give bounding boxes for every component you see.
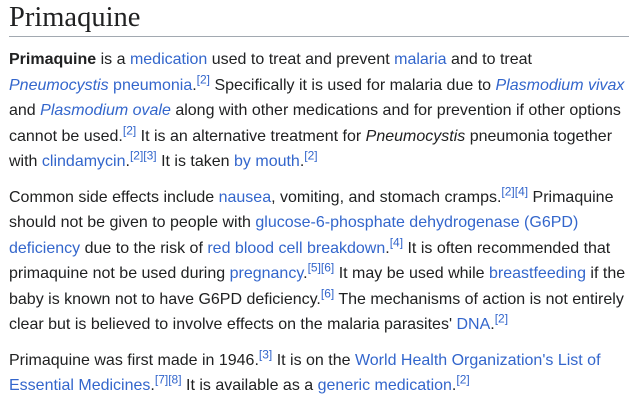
link-red-blood-cell-breakdown[interactable]: red blood cell breakdown [207, 239, 386, 257]
citation-ref[interactable]: [3] [258, 347, 273, 362]
link-pneumocystis-pneumonia[interactable] [9, 77, 192, 94]
link-medication[interactable]: medication [129, 51, 208, 68]
citation-ref[interactable]: [2] [122, 123, 137, 138]
citation-ref[interactable]: [6] [320, 260, 335, 275]
citation-ref[interactable]: [2] [129, 148, 144, 163]
text: It is often recommended that primaquine not be used during [9, 239, 611, 282]
article-subject: Primaquine [9, 51, 97, 68]
link-nausea[interactable]: nausea [218, 188, 272, 206]
text: and [9, 102, 41, 119]
text: Specifically it is used for malaria due to [210, 76, 496, 94]
link-plasmodium-vivax[interactable] [495, 77, 624, 94]
text: . [299, 153, 305, 170]
text: along with other medications and for prevention if other options cannot be used. [9, 102, 621, 145]
text: used to treat and prevent [207, 51, 395, 68]
italic-text: Pneumocystis [365, 127, 466, 145]
text: due to the risk of [80, 239, 208, 257]
link-dna[interactable]: DNA [456, 316, 491, 333]
paragraph-intro [9, 47, 629, 175]
text: is a [96, 51, 130, 68]
paragraph-side-effects [9, 185, 629, 338]
citation-ref[interactable]: [2] [494, 311, 509, 326]
link-plasmodium-ovale[interactable] [40, 102, 171, 119]
text: . [125, 153, 130, 170]
link-pregnancy[interactable]: pregnancy [229, 265, 304, 282]
italic-text: Pneumocystis [9, 76, 109, 94]
link-clindamycin[interactable]: clindamycin [41, 153, 126, 170]
text: . [385, 239, 390, 257]
citation-ref[interactable]: [3] [143, 148, 157, 163]
citation-ref[interactable]: [8] [168, 372, 182, 387]
citation-ref[interactable]: [2] [456, 372, 470, 387]
text: . [451, 377, 457, 394]
link-g6pd-deficiency[interactable]: glucose-6-phosphate dehydrogenase (G6PD) deficiency [9, 214, 579, 257]
text: Primaquine was first made in 1946. [9, 351, 259, 369]
citation-ref[interactable]: [2] [196, 72, 211, 87]
text: pneumonia [108, 76, 193, 94]
citation-ref[interactable]: [7] [154, 372, 169, 387]
link-breastfeeding[interactable]: breastfeeding [489, 265, 586, 282]
text: . [192, 76, 197, 94]
citation-ref[interactable]: [5] [307, 260, 321, 275]
text: It is taken [156, 153, 235, 170]
text: Common side effects include [9, 188, 219, 206]
link-malaria[interactable]: malaria [394, 51, 447, 68]
text: It is available as a [181, 377, 318, 394]
text: and to treat [446, 51, 532, 68]
text: if the baby is known not to have G6PD deficiency. [9, 265, 626, 308]
text: . [490, 316, 495, 333]
text: It is on the [272, 351, 355, 369]
italic-text: Plasmodium ovale [40, 102, 171, 119]
page-title: Primaquine [9, 0, 629, 37]
link-who-essential-medicines[interactable]: World Health Organization's List of Essential Medicines [9, 351, 601, 394]
text: The mechanisms of action is not entirely clear but is believed to involve effects on the malaria parasites' [9, 290, 624, 333]
text: , vomiting, and stomach cramps. [271, 188, 502, 206]
citation-ref[interactable]: [2] [501, 184, 515, 199]
text: pneumonia together with [9, 127, 613, 170]
link-by-mouth[interactable]: by mouth [234, 153, 300, 170]
italic-text: Plasmodium vivax [495, 76, 625, 94]
text: . [303, 265, 308, 282]
text: It may be used while [334, 265, 490, 282]
citation-ref[interactable]: [6] [320, 286, 335, 301]
text: Primaquine should not be given to people with [9, 188, 614, 231]
citation-ref[interactable]: [4] [514, 184, 529, 199]
citation-ref[interactable]: [4] [389, 235, 404, 250]
paragraph-history [9, 348, 629, 399]
citation-ref[interactable]: [2] [304, 148, 318, 163]
link-generic-medication[interactable]: generic medication [317, 377, 452, 394]
text: . [150, 377, 155, 394]
text: It is an alternative treatment for [136, 127, 366, 145]
